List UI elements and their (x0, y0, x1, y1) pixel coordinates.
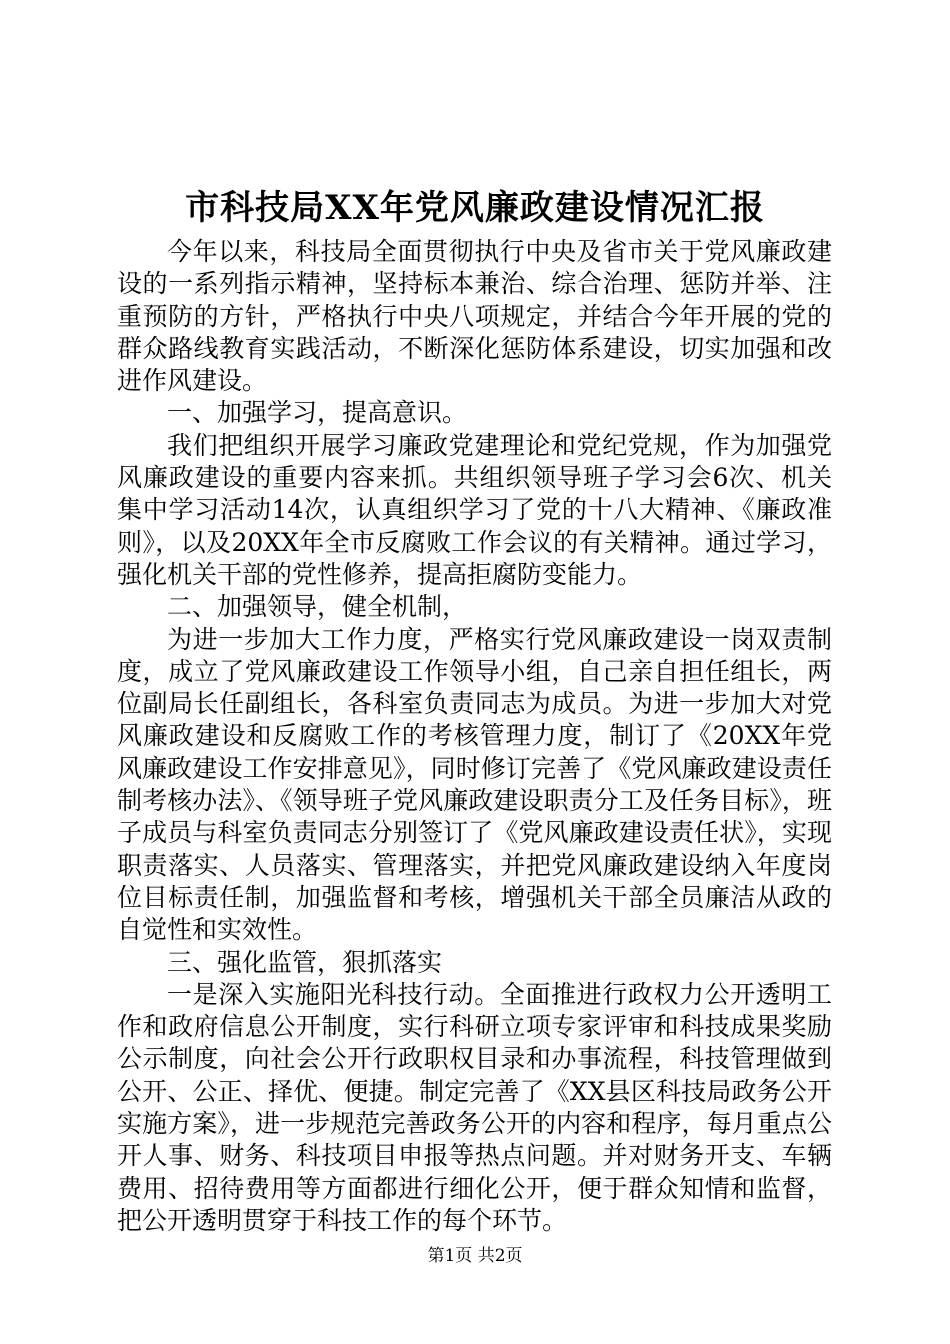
section-heading-3: 三、强化监管，狠抓落实 (167, 947, 443, 977)
section-heading-1: 一、加强学习，提高意识。 (167, 398, 468, 428)
intro-paragraph: 今年以来，科技局全面贯彻执行中央及省市关于党风廉政建设的一系列指示精神，坚持标本兼治、综合治理、惩防并举、注重预防的方针，严格执行中央八项规定，并结合今年开展的党的群众路线教育实践活动，不断深化惩防体系建设，切实加强和改进作风建设。 (117, 237, 832, 396)
document-title: 市科技局XX年党风廉政建设情况汇报 (185, 188, 765, 228)
section-heading-2: 二、加强领导，健全机制， (167, 592, 468, 622)
section-paragraph-2: 为进一步加大工作力度，严格实行党风廉政建设一岗双责制度，成立了党风廉政建设工作领导小组，自己亲自担任组长，两位副局长任副组长，各科室负责同志为成员。为进一步加大对党风廉政建设和反腐败工作的考核管理力度，制订了《20XX年党风廉政建设工作安排意见》，同时修订完善了《党风廉政建设责任制考核办法》、《领导班子党风廉政建设职责分工及任务目标》，班子成员与科室负责同志分别签订了《党风廉政建设责任状》，实现职责落实、人员落实、管理落实，并把党风廉政建设纳入年度岗位目标责任制，加强监督和考核，增强机关干部全员廉洁从政的自觉性和实效性。 (117, 624, 832, 945)
document-body (117, 236, 832, 1237)
section-paragraph-3: 一是深入实施阳光科技行动。全面推进行政权力公开透明工作和政府信息公开制度，实行科研立项专家评审和科技成果奖励公示制度，向社会公开行政职权目录和办事流程，科技管理做到公开、公正、择优、便捷。制定完善了《XX县区科技局政务公开实施方案》，进一步规范完善政务公开的内容和程序，每月重点公开人事、财务、科技项目申报等热点问题。并对财务开支、车辆费用、招待费用等方面都进行细化公开，便于群众知情和监督，把公开透明贯穿于科技工作的每个环节。 (117, 979, 832, 1235)
page-number-footer: 第1页 共2页 (427, 1246, 523, 1266)
section-paragraph-1: 我们把组织开展学习廉政党建理论和党纪党规，作为加强党风廉政建设的重要内容来抓。共组织领导班子学习会6次、机关集中学习活动14次，认真组织学习了党的十八大精神、《廉政准则》，以及20XX年全市反腐败工作会议的有关精神。通过学习，强化机关干部的党性修养，提高拒腐防变能力。 (117, 430, 832, 589)
